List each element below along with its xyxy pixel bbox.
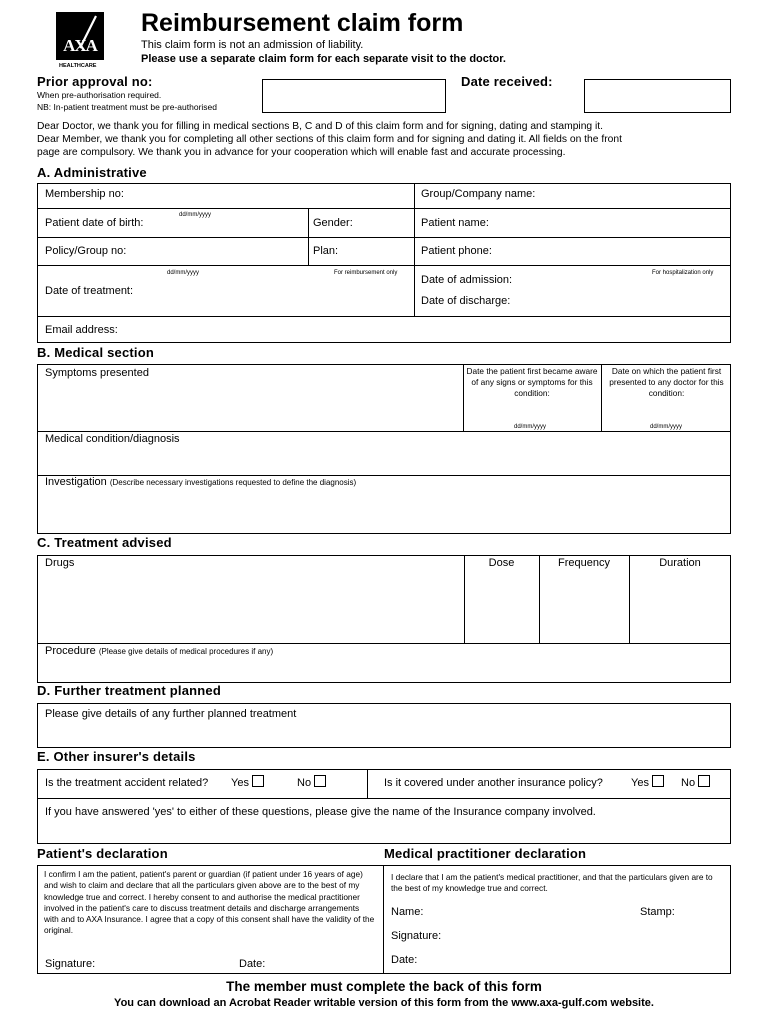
patient-signature-field[interactable]: Signature: [45,958,96,970]
investigation-label: Investigation [45,476,107,488]
accident-question [45,777,208,789]
accident-question-label: Is the treatment accident related? [45,777,209,789]
logo-division: HEALTHCARE [59,63,97,69]
patient-declaration-text: I confirm I am the patient, patient's parent or guardian (if patient under 16 years of age) and wish to claim and declare that all the particulars given above are to the best of my knowledge true and correct. I hereby consent to and authorise the medical practitioner involved in the patient's care to discuss treatment details and discharge arrangements with and to AXA Insurance. I agree that a copy of this consent shall have the validity of the original. [44,869,375,936]
axa-logo [56,12,104,60]
accident-yes-checkbox[interactable] [252,775,264,787]
instruction: Please use a separate claim form for each separate visit to the doctor. [141,53,506,65]
practitioner-stamp-field[interactable]: Stamp: [640,906,675,918]
prior-approval-label: Prior approval no: [37,74,153,89]
accident-no-label: No [297,777,312,789]
other-policy-question: Is it covered under another insurance policy? [384,777,603,789]
membership-no-field[interactable]: Membership no: [45,188,124,200]
accident-yes-label: Yes [231,777,249,789]
accident-no-option[interactable] [297,775,326,789]
reimbursement-only-note: For reimbursement only [334,270,398,276]
date-of-treatment-field[interactable]: Date of treatment: [45,285,134,297]
subtitle: This claim form is not an admission of liability. [141,39,364,51]
practitioner-declaration-text: I declare that I am the patient's medical practitioner, and that the particulars given are to the best of my knowledge true and correct. [391,872,713,894]
patient-phone-field[interactable]: Patient phone: [421,245,492,257]
section-b-title: B. Medical section [37,345,155,360]
pre-auth-note: When pre-authorisation required. [37,90,162,100]
further-treatment-label: Please give details of any further planned treatment [45,708,297,720]
procedure-field[interactable] [45,645,273,657]
section-d-title: D. Further treatment planned [37,683,222,698]
inpatient-note: NB: In-patient treatment must be pre-authorised [37,102,218,112]
other-policy-no-label: No [681,777,696,789]
intro-line-3: page are compulsory. We thank you in advance for your cooperation which will enable fast and accurate processing. [37,147,566,158]
procedure-note: (Please give details of medical procedures if any) [98,647,274,656]
date-received-label: Date received: [461,74,553,89]
plan-field[interactable]: Plan: [313,245,339,257]
dose-column-header: Dose [488,557,515,569]
investigation-field[interactable] [45,476,356,488]
axa-logo-mark [56,12,104,60]
prior-approval-input[interactable] [262,79,446,113]
accident-no-checkbox[interactable] [314,775,326,787]
aware-date-label: Date the patient first became aware of any signs or symptoms for this condition: [466,366,598,398]
hospitalization-only-note: For hospitalization only [652,270,714,276]
gender-field[interactable]: Gender: [313,217,353,229]
drugs-field[interactable]: Drugs [45,557,75,569]
footer-back-notice: The member must complete the back of this form [226,979,542,994]
patient-name-field[interactable]: Patient name: [421,217,489,229]
practitioner-date-field[interactable]: Date: [391,954,418,966]
other-policy-yes-option[interactable] [631,775,664,789]
insurance-company-field[interactable]: If you have answered 'yes' to either of these questions, please give the name of the Insurance company involved. [45,806,596,818]
intro-line-1: Dear Doctor, we thank you for filling in medical sections B, C and D of this claim form and for signing, dating and stamping it. [37,121,604,132]
presented-date-label: Date on which the patient first presented to any doctor for this condition: [609,366,724,398]
section-a-title: A. Administrative [37,165,147,180]
other-policy-no-option[interactable] [681,775,710,789]
email-field[interactable]: Email address: [45,324,118,336]
patient-declaration-title: Patient's declaration [37,846,168,861]
date-received-input[interactable] [584,79,731,113]
practitioner-name-field[interactable]: Name: [391,906,424,918]
practitioner-declaration-title: Medical practitioner declaration [384,846,587,861]
patient-date-field[interactable]: Date: [239,958,266,970]
frequency-column-header: Frequency [558,557,610,569]
procedure-label: Procedure [45,645,96,657]
patient-dob-field[interactable]: Patient date of birth: [45,217,144,229]
section-c-table [37,555,731,683]
aware-date-format-hint: dd/mm/yyyy [514,424,547,430]
section-c-title: C. Treatment advised [37,535,172,550]
section-e-title: E. Other insurer's details [37,749,196,764]
svg-text:AXA: AXA [63,36,97,55]
dob-format-hint: dd/mm/yyyy [179,212,212,218]
page-title: Reimbursement claim form [141,9,464,37]
treatment-date-format-hint: dd/mm/yyyy [167,270,200,276]
footer-download-notice: You can download an Acrobat Reader writable version of this form from the www.axa-gulf.com website. [114,997,654,1009]
investigation-note: (Describe necessary investigations requested to define the diagnosis) [109,478,357,487]
other-policy-yes-label: Yes [631,777,649,789]
symptoms-field[interactable]: Symptoms presented [45,367,149,379]
other-policy-yes-checkbox[interactable] [652,775,664,787]
date-of-discharge-field[interactable]: Date of discharge: [421,295,511,307]
policy-group-field[interactable]: Policy/Group no: [45,245,127,257]
group-company-field[interactable]: Group/Company name: [421,188,536,200]
duration-column-header: Duration [659,557,701,569]
accident-yes-option[interactable] [231,775,264,789]
medical-condition-field[interactable]: Medical condition/diagnosis [45,433,180,445]
practitioner-signature-field[interactable]: Signature: [391,930,442,942]
date-of-admission-field[interactable]: Date of admission: [421,274,513,286]
other-policy-no-checkbox[interactable] [698,775,710,787]
presented-date-format-hint: dd/mm/yyyy [650,424,683,430]
intro-line-2: Dear Member, we thank you for completing all other sections of this claim form and for signing and dating it. All fields on the front [37,134,622,145]
section-a-table [37,183,731,343]
